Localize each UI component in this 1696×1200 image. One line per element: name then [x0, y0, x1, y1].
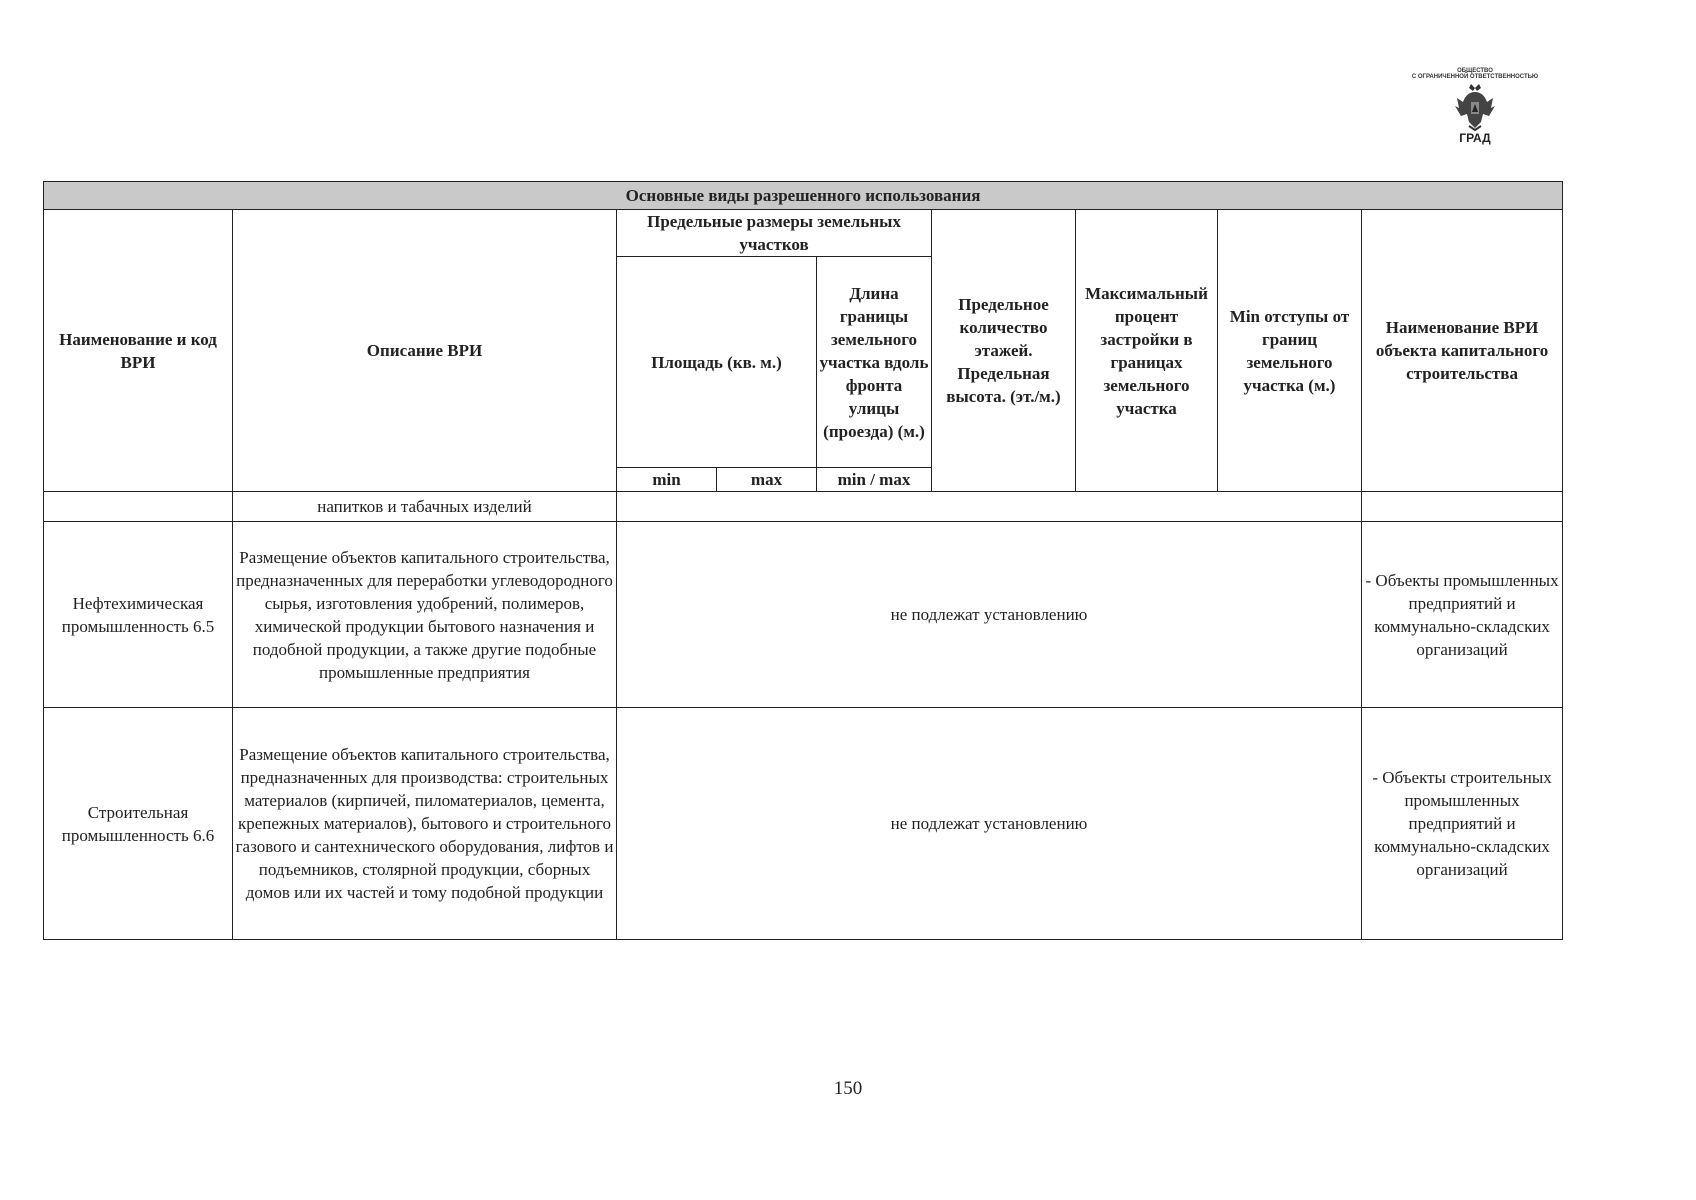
row-params	[617, 492, 1362, 522]
header-name-code: Наименование и код ВРИ	[44, 210, 233, 492]
table-row	[44, 522, 1563, 708]
row-name	[44, 492, 233, 522]
header-frontage: Длина границы земельного участка вдоль фронта улицы (проезда) (м.)	[817, 257, 932, 468]
logo-line-2: С ОГРАНИЧЕННОЙ ОТВЕТСТВЕННОСТЬЮ	[1411, 74, 1539, 80]
header-area: Площадь (кв. м.)	[617, 257, 817, 468]
header-object-name: Наименование ВРИ объекта капитального строительства	[1362, 210, 1563, 492]
row-params: не подлежат установлению	[617, 708, 1362, 940]
table-row	[44, 708, 1563, 940]
table-title: Основные виды разрешенного использования	[44, 182, 1563, 210]
row-params: не подлежат установлению	[617, 522, 1362, 708]
header-min-setback: Min отступы от границ земельного участка (м.)	[1218, 210, 1362, 492]
table-row	[44, 492, 1563, 522]
header-floors: Предельное количество этажей. Предельная высота. (эт./м.)	[932, 210, 1076, 492]
header-min-max: min / max	[817, 468, 932, 492]
row-name: Нефтехимическая промышленность 6.5	[44, 522, 233, 708]
row-description: напитков и табачных изделий	[233, 492, 617, 522]
row-objects: - Объекты строительных промышленных предприятий и коммунально-складских организаций	[1362, 708, 1563, 940]
logo-line-1: ОБЩЕСТВО	[1457, 68, 1493, 74]
row-objects	[1362, 492, 1563, 522]
header-max-percent: Максимальный процент застройки в границах земельного участка	[1076, 210, 1218, 492]
header-min: min	[617, 468, 717, 492]
row-objects: - Объекты промышленных предприятий и коммунально-складских организаций	[1362, 522, 1563, 708]
row-name: Строительная промышленность 6.6	[44, 708, 233, 940]
header-max: max	[717, 468, 817, 492]
eagle-emblem-icon	[1453, 82, 1497, 132]
company-logo	[1390, 68, 1560, 154]
row-description: Размещение объектов капитального строительства, предназначенных для переработки углеводородного сырья, изготовления удобрений, полимеров, химической продукции бытового назначения и подобной продукции, а также другие подобные промышленные предприятия	[233, 522, 617, 708]
header-description: Описание ВРИ	[233, 210, 617, 492]
logo-name: ГРАД	[1459, 131, 1491, 145]
page-number: 150	[833, 1078, 863, 1099]
row-description: Размещение объектов капитального строительства, предназначенных для производства: строительных материалов (кирпичей, пиломатериалов, цемента, крепежных материалов), бытового и строительного газового и сантехнического оборудования, лифтов и подъемников, столярной продукции, сборных домов или их частей и тому подобной продукции	[233, 708, 617, 940]
header-plot-sizes: Предельные размеры земельных участков	[617, 210, 932, 257]
permitted-use-table	[43, 181, 1563, 940]
